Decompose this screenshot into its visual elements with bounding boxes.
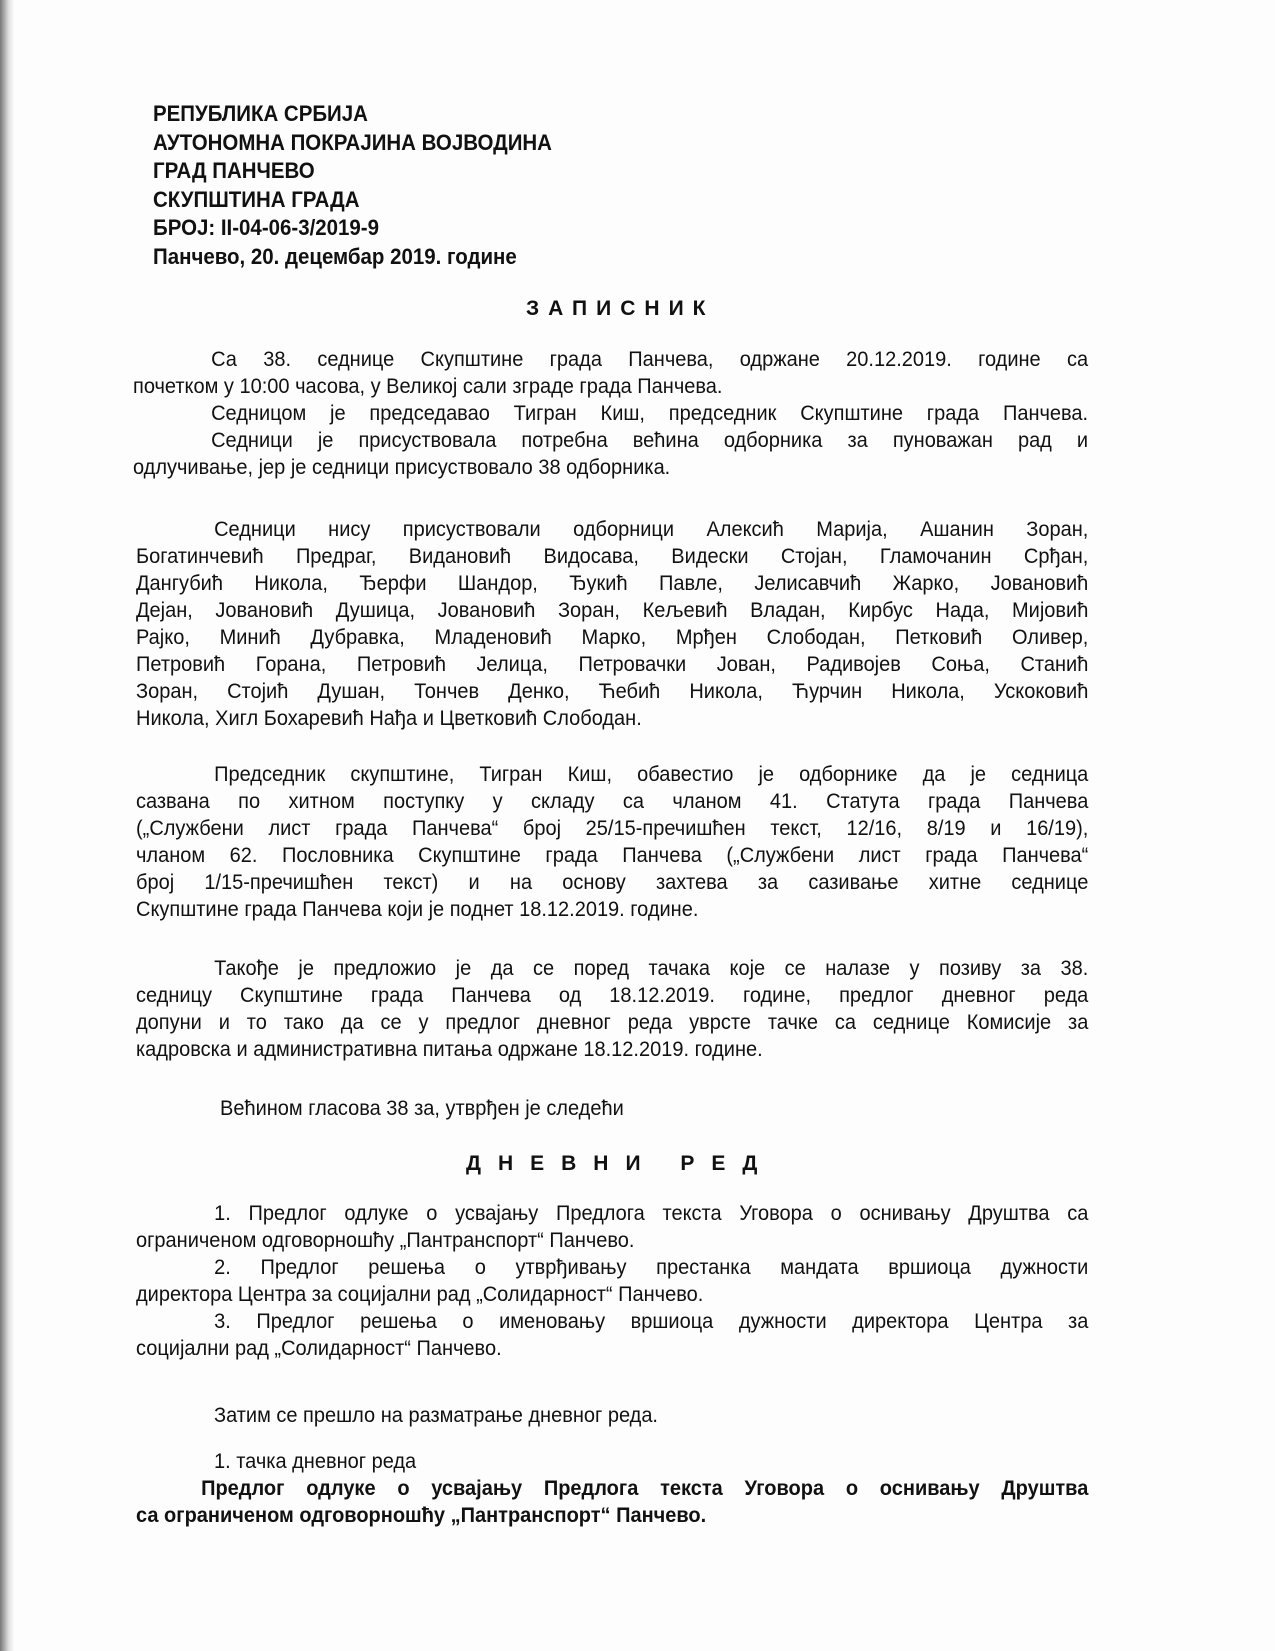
header-line: СКУПШТИНА ГРАДА [153,186,360,212]
absent-councillors-paragraph [136,516,1088,732]
text-line: чланом 62. Пословника Скупштине града Панчева („Службени лист града Панчева“ [136,843,1089,867]
text-line: Председник скупштине, Тигран Киш, обавестио је одборнике да је седница [214,762,1089,786]
text-line: сазвана по хитном поступку у складу са чланом 41. Статута града Панчева [136,789,1089,813]
text-line: Скупштине града Панчева који је поднет 18.12.2019. године. [136,897,699,921]
document-title: ЗАПИСНИК [526,297,715,320]
header-line: АУТОНОМНА ПОКРАЈИНА ВОЈВОДИНА [153,129,552,155]
text-line: Зоран, Стојић Душан, Тончев Денко, Ћебић Никола, Ћурчин Никола, Ускоковић [136,679,1089,703]
agenda-title: ДНЕВНИ РЕД [466,1152,775,1175]
text-line: Седници је присуствовала потребна већина одборника за пуноважан рад и [211,428,1089,452]
text-line: Никола, Хигл Бохаревић Нађа и Цветковић Слободан. [136,706,642,730]
text-line: седницу Скупштине града Панчева од 18.12.2019. године, предлог дневног реда [136,983,1089,1007]
header-line: БРОЈ: II-04-06-3/2019-9 [153,215,379,240]
text-line: почетком у 10:00 часова, у Великој сали зграде града Панчева. [133,374,723,398]
text-line: Такође је предложио је да се поред тачака које се налазе у позиву за 38. [214,956,1089,980]
transition-text: Затим се прешло на разматрање дневног реда. [214,1403,659,1427]
text-line: Дејан, Јовановић Душица, Јовановић Зоран, Кељевић Владан, Кирбус Нада, Мијовић [136,598,1089,622]
agenda-item: 3. Предлог решења о именовању вршиоца дужности директора Центра за [214,1309,1089,1333]
text-line: са ограниченом одговорношћу „Пантранспорт“ Панчево. [136,1503,707,1527]
text-line: Дангубић Никола, Ђерфи Шандор, Ђукић Павле, Јелисавчић Жарко, Јовановић [136,571,1089,595]
header-line: РЕПУБЛИКА СРБИЈА [153,101,368,126]
agenda-item: социјални рад „Солидарност“ Панчево. [136,1336,502,1360]
agenda-item: 2. Предлог решења о утврђивању престанка мандата вршиоца дужности [214,1255,1089,1279]
header-line: ГРАД ПАНЧЕВО [153,158,315,183]
text-line: Предлог одлуке о усвајању Предлога текста Уговора о оснивању Друштва [201,1476,1089,1500]
agenda-list [136,1200,1088,1362]
agenda-item: 1. Предлог одлуке о усвајању Предлога текста Уговора о оснивању Друштва са [214,1201,1089,1225]
text-line: Са 38. седнице Скупштине града Панчева, одржане 20.12.2019. године са [211,347,1089,371]
agenda-proposal-paragraph [136,955,1088,1063]
scan-edge [0,0,14,1651]
text-line: кадровска и административна питања одржане 18.12.2019. године. [136,1037,763,1061]
vote-result: Већином гласова 38 за, утврђен је следећи [220,1096,624,1120]
agenda-item: ограниченом одговорношћу „Пантранспорт“ Панчево. [136,1228,635,1252]
text-line: Рајко, Минић Дубравка, Младеновић Марко, Мрђен Слободан, Петковић Оливер, [136,625,1089,649]
text-line: допуни и то тако да се у предлог дневног реда уврсте тачке са седнице Комисије за [136,1010,1089,1034]
header-line: Панчево, 20. децембар 2019. године [153,243,517,269]
session-convened-paragraph [136,761,1088,923]
item-label: 1. тачка дневног реда [214,1449,417,1473]
text-line: Петровић Горана, Петровић Јелица, Петровачки Јован, Радивојев Соња, Станић [136,652,1089,676]
agenda-item: директора Центра за социјални рад „Солидарност“ Панчево. [136,1282,704,1306]
letterhead [153,100,552,271]
item-title [136,1475,1088,1529]
text-line: („Службени лист града Панчева“ број 25/15-пречишћен текст, 12/16, 8/19 и 16/19), [136,816,1089,840]
text-line: одлучивање, јер је седници присуствовало 38 одборника. [133,455,671,479]
text-line: Седницом је председавао Тигран Киш, председник Скупштине града Панчева. [211,401,1089,425]
text-line: Богатинчевић Предраг, Видановић Видосава, Видески Стојан, Гламочанин Срђан, [136,544,1089,568]
intro-paragraphs [133,346,1088,481]
text-line: број 1/15-пречишћен текст) и на основу захтева за сазивање хитне седнице [136,870,1089,894]
text-line: Седници нису присуствовали одборници Алексић Марија, Ашанин Зоран, [214,517,1089,541]
